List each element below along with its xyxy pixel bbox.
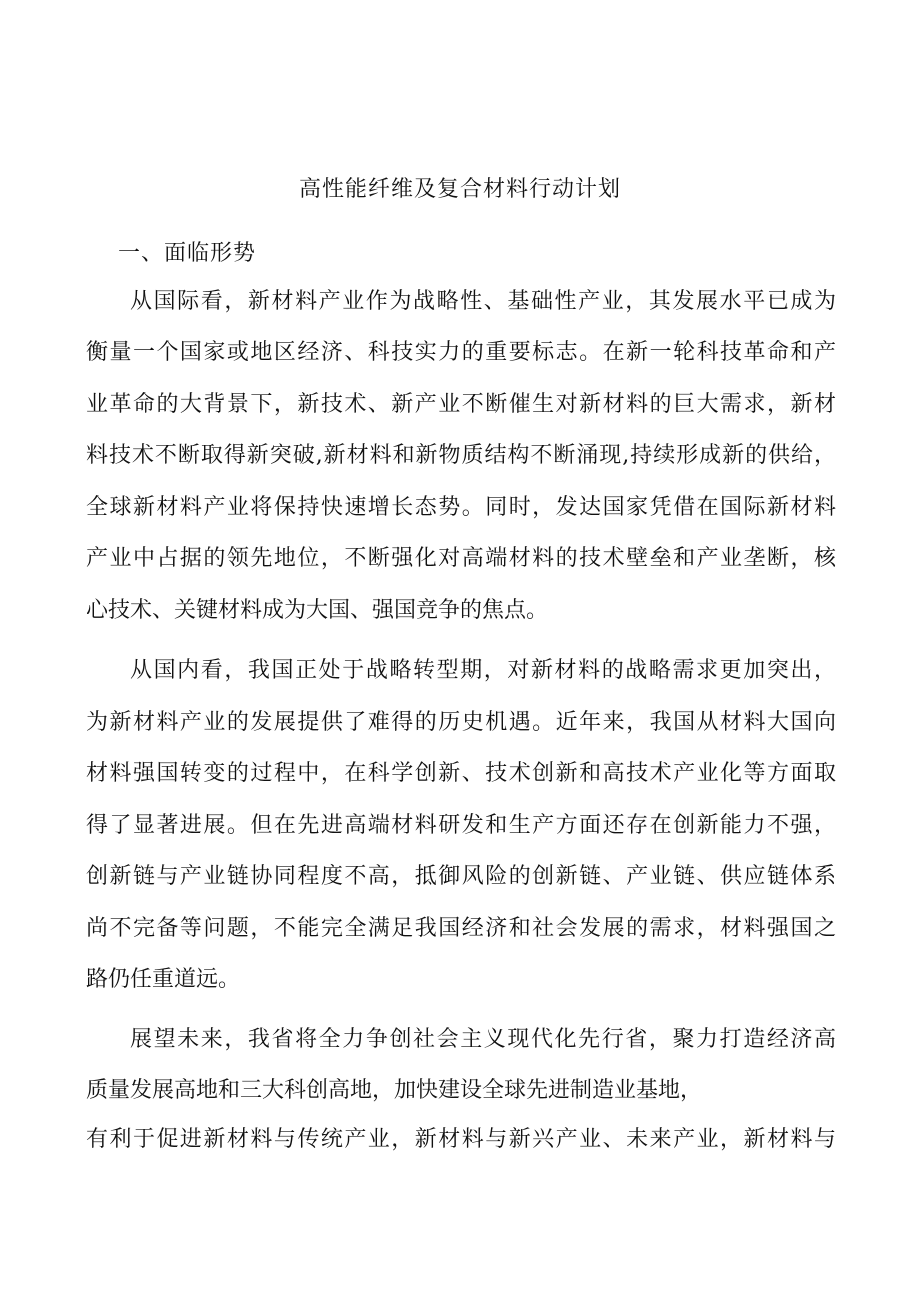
paragraph-1-line-3: 业革命的大背景下，新技术、新产业不断催生对新材料的巨大需求，新材	[86, 392, 836, 417]
paragraph-1-line-1: 从国际看，新材料产业作为战略性、基础性产业，其发展水平已成为	[130, 289, 836, 314]
paragraph-2-line-7: 路仍任重道远。	[86, 967, 241, 992]
paragraph-1-line-6: 产业中占据的领先地位，不断强化对高端材料的技术壁垒和产业垄断，核	[86, 546, 836, 571]
paragraph-2-line-1: 从国内看，我国正处于战略转型期，对新材料的战略需求更加突出，	[130, 658, 836, 683]
paragraph-3-line-1: 展望未来，我省将全力争创社会主义现代化先行省，聚力打造经济高	[130, 1027, 836, 1052]
paragraph-1-line-4: 料技术不断取得新突破,新材料和新物质结构不断涌现,持续形成新的供给，	[86, 443, 836, 468]
paragraph-1-line-2: 衡量一个国家或地区经济、科技实力的重要标志。在新一轮科技革命和产	[86, 340, 836, 365]
paragraph-2-line-6: 尚不完备等问题，不能完全满足我国经济和社会发展的需求，材料强国之	[86, 916, 836, 941]
paragraph-1-line-7: 心技术、关键材料成为大国、强国竞争的焦点。	[86, 598, 549, 623]
paragraph-3-line-3: 有利于促进新材料与传统产业，新材料与新兴产业、未来产业，新材料与	[86, 1127, 836, 1152]
paragraph-3-line-2: 质量发展高地和三大科创高地，加快建设全球先进制造业基地，	[86, 1078, 703, 1103]
section-heading: 一、面临形势	[118, 241, 257, 266]
document-title: 高性能纤维及复合材料行动计划	[298, 177, 621, 202]
paragraph-1-line-5: 全球新材料产业将保持快速增长态势。同时，发达国家凭借在国际新材料	[86, 495, 836, 520]
paragraph-2-line-2: 为新材料产业的发展提供了难得的历史机遇。近年来，我国从材料大国向	[86, 710, 836, 735]
paragraph-2-line-5: 创新链与产业链协同程度不高，抵御风险的创新链、产业链、供应链体系	[86, 864, 836, 889]
paragraph-2-line-3: 材料强国转变的过程中，在科学创新、技术创新和高技术产业化等方面取	[86, 761, 836, 786]
paragraph-2-line-4: 得了显著进展。但在先进高端材料研发和生产方面还存在创新能力不强，	[86, 813, 836, 838]
